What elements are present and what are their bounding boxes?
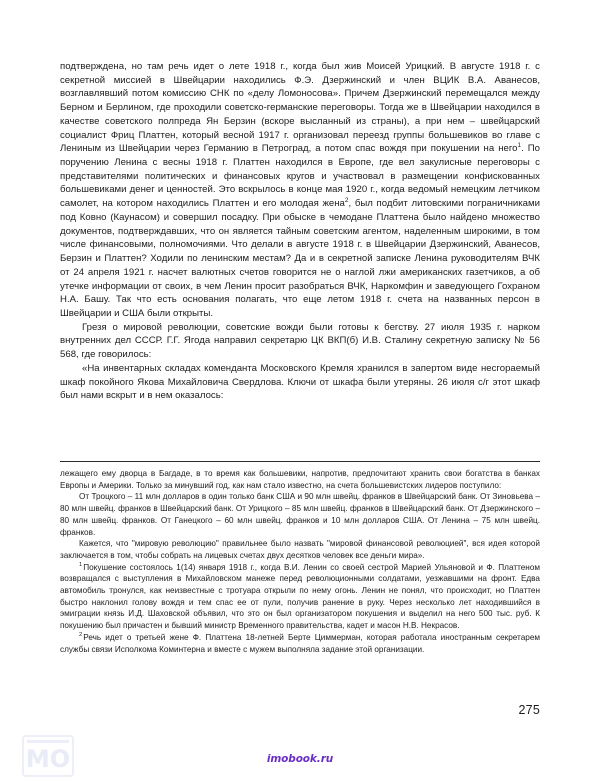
footnote-reference-1[interactable]: 1 xyxy=(517,142,522,150)
footnote-number-2: 2 xyxy=(79,632,83,639)
footnote-continued-quote: лежащего ему дворца в Багдаде, в то время как большевики, напротив, предпочитают хранить свои богатства в банках Европы и Америки. Только за минувший год, как нам стало известно, на счета большевистских лидеров поступило: xyxy=(60,469,540,490)
footnote-item-2 xyxy=(60,632,540,655)
footnote-closing-paragraph: Кажется, что "мировую революцию" правильнее было назвать "мировой финансовой революцией", вся идея которой заключается в том, чтобы собрать на лицевых счетах двух десятков человек все деньги мира». xyxy=(60,539,540,560)
footnote-block xyxy=(60,468,540,655)
body-paragraph-part-3: , был подбит литовскими пограничниками под Ковно (Каунасом) и совершил посадку. При обыске в чемодане Платтена было найдено множество документов, подтверждавших, что он является тайным советским агентом, наделенным широкими, в том числе финансовыми, полномочиями. Что делали в августе 1918 г. в Швейцарии Дзержинский, Аванесов, Берзин и Платтен? Ходили по ленинским местам? Да и в секретной записке Ленина руководителям ВЧК от 24 апреля 1921 г. насчет валютных счетов говорится не о наглой лжи американских газетчиков, а об утечке информации от своих, в чем Ленин просит разобраться ВЧК, Наркомфин и заведующего Гохраном Н.А. Башу. Так что есть основания полагать, что еще летом 1918 г. счета на названных персон в Швейцарии и США были открыты. xyxy=(60,198,540,319)
body-paragraph-quote-opening: «На инвентарных складах коменданта Московского Кремля хранился в запертом виде несгораемый шкаф покойного Якова Михайловича Свердлова. Ключи от шкафа были утеряны. 26 июля с/г этот шкаф был нами вскрыт и в нем оказалось: xyxy=(60,362,540,402)
footnote-item-1 xyxy=(60,562,540,632)
main-text-column xyxy=(60,60,540,403)
footnote-reference-2[interactable]: 2 xyxy=(344,197,349,204)
footnote-number-1: 1 xyxy=(79,561,83,568)
page-number: 275 xyxy=(518,703,540,717)
footnote-item-1-text: Покушение состоялось 1(14) января 1918 г., когда В.И. Ленин со своей сестрой Марией Ульяновой и Ф. Платтеном возвращался с выступления в Михайловском манеже перед революционными солдатами, уезжавшими на фронт. Едва автомобиль тронулся, как неизвестные с тротуара открыли по нему огонь. Ленин не понял, что происходит, но Платтен быстро наклонил голову вождя и тем спас ее от пули, получив ранение в руку. Через несколько лет находившийся в эмиграции князь И.Д. Шаховской объявил, что это он был организатором покушения и выделил на него 500 тыс. руб. К покушению был причастен и бывший министр Временного правительства, кадет и масон Н.В. Некрасов. xyxy=(60,562,540,631)
footnote-item-2-text: Речь идет о третьей жене Ф. Платтена 18-летней Берте Циммерман, которая работала иностранным секретарем службы связи Исполкома Коминтерна и вместе с мужем выполняла задание этой организации. xyxy=(60,632,540,654)
body-paragraph-part-1: подтверждена, но там речь идет о лете 1918 г., когда был жив Моисей Урицкий. В августе 1918 г. с секретной миссией в Швейцарии находились Ф.Э. Дзержинский и член ВЦИК В.А. Аванесов, возглавлявший потом комиссию СНК по «делу Ломоносова». Причем Дзержинский перемещался между Берном и Берлином, где проходили советско-германские переговоры. Тогда же в Швейцарии находился в качестве советского полпреда Ян Берзин (вскоре высланный из страны), а при нем – швейцарский социалист Фриц Платтен, который весной 1917 г. организовал переезд группы большевиков во главе с Лениным из Швейцарии через Германию в Петроград, а потом спас вождя при покушении на него xyxy=(60,61,540,155)
footnote-amounts-paragraph: От Троцкого – 11 млн долларов в один только банк США и 90 млн швейц. франков в Швейцарский банк. От Зиновьева – 80 млн швейц. франков в Швейцарский банк. От Урицкого – 85 млн швейц. франков в Швейцарский банк. От Дзержинского – 80 млн швейц. франков. От Ганецкого – 60 млн швейц. франков и 10 млн долларов США. От Ленина – 75 млн швейц. франков. xyxy=(60,492,540,537)
svg-text:MO: MO xyxy=(25,745,71,773)
body-paragraph-continued xyxy=(60,60,540,321)
body-paragraph-part-2: . По поручению Ленина с весны 1918 г. Платтен находился в Европе, где вел закулисные переговоры с представителями политических и финансовых кругов и участвовал в размещении конфискованных большевиками денег и ценностей. Это вскрылось в конце мая 1920 г., когда ведомый немецким летчиком самолет, на котором находились Платтен и его молодая жена xyxy=(60,143,541,210)
site-watermark: imobook.ru xyxy=(266,753,334,765)
footnote-separator-rule xyxy=(60,461,540,462)
body-paragraph-yagoda: Грезя о мировой революции, советские вожди были готовы к бегству. 27 июля 1935 г. нарком внутренних дел СССР. Г.Г. Ягода направил секретарю ЦК ВКП(б) И.В. Сталину секретную записку № 56 568, где говорилось: xyxy=(60,321,540,361)
